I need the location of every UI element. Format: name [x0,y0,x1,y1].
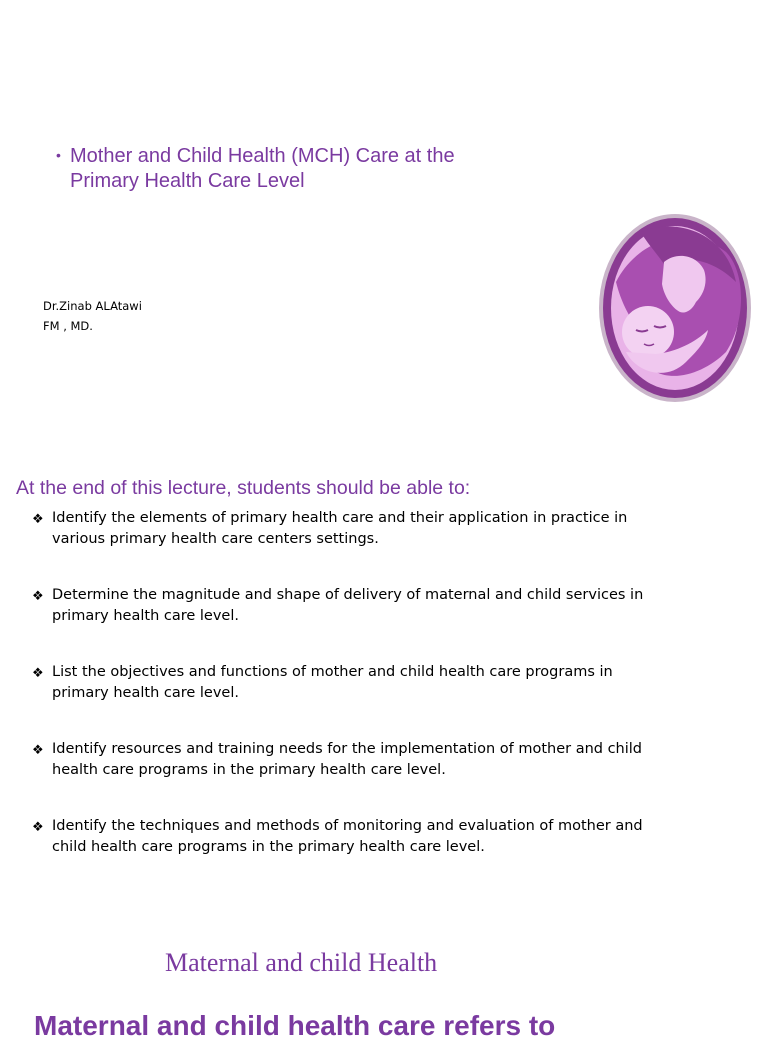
objectives-list [32,508,732,893]
slide-title [56,143,455,194]
diamond-bullet-icon: ❖ [32,743,44,758]
objective-line-2: various primary health care centers settings. [52,531,379,547]
list-item [32,816,732,858]
mother-child-logo [596,212,754,404]
objective-line-2: primary health care level. [52,608,239,624]
diamond-bullet-icon: ❖ [32,512,44,527]
section-title: Maternal and child Health [165,948,438,977]
title-line-2: Primary Health Care Level [70,170,305,192]
objective-line-2: primary health care level. [52,685,239,701]
title-line-1: Mother and Child Health (MCH) Care at the [70,145,455,167]
objective-line-2: health care programs in the primary health care level. [52,762,446,778]
partial-heading: Maternal and child health care refers to [34,1010,556,1041]
list-item [32,585,732,627]
author-name: Dr.Zinab ALAtawi [43,299,142,313]
list-item [32,508,732,550]
objective-line-1: Identify resources and training needs for the implementation of mother and child [52,741,643,757]
objective-line-1: List the objectives and functions of mother and child health care programs in [52,664,613,680]
title-bullet: • [56,147,61,163]
diamond-bullet-icon: ❖ [32,589,44,604]
objectives-heading: At the end of this lecture, students should be able to: [16,477,471,499]
objective-line-1: Identify the techniques and methods of monitoring and evaluation of mother and [52,818,643,834]
list-item [32,739,732,781]
objective-line-1: Identify the elements of primary health care and their application in practice in [52,510,628,526]
diamond-bullet-icon: ❖ [32,666,44,681]
list-item [32,662,732,704]
author-credentials: FM , MD. [43,319,93,333]
objective-line-1: Determine the magnitude and shape of delivery of maternal and child services in [52,587,644,603]
objective-line-2: child health care programs in the primary health care level. [52,839,485,855]
diamond-bullet-icon: ❖ [32,820,44,835]
author-block [43,296,142,336]
